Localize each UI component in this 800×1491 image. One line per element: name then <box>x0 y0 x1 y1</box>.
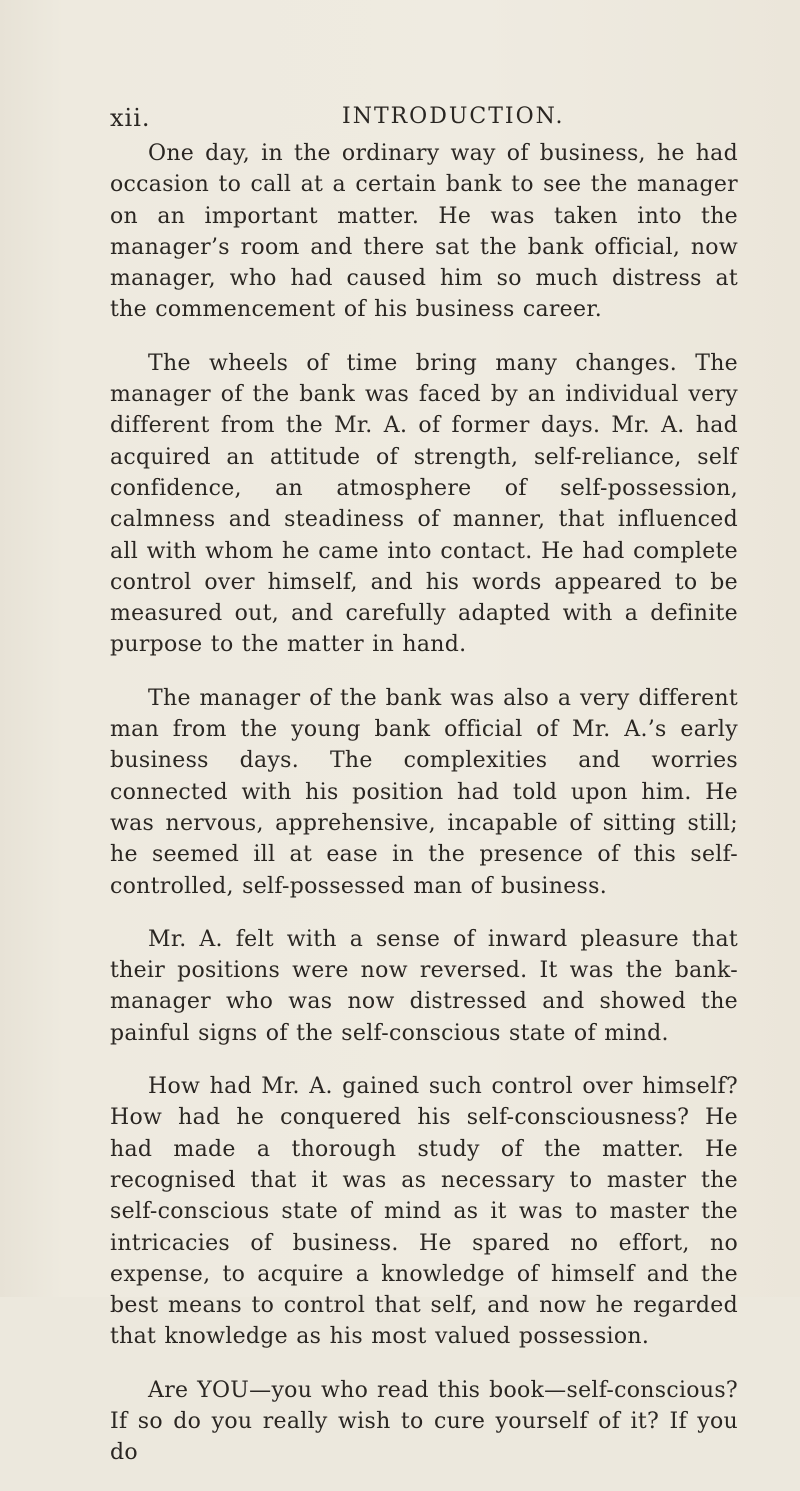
paragraph-4: Mr. A. felt with a sense of inward pleasure that their positions were now reversed. It was the bank-manager who was now distressed and showed the painful signs of the self-conscious state of mind. <box>110 926 738 1046</box>
paragraph-6: Are YOU—you who read this book—self-conscious? If so do you really wish to cure yourself of it? If you do <box>110 1377 738 1466</box>
body-text <box>110 138 738 1491</box>
paragraph-1: One day, in the ordinary way of business, he had occasion to call at a certain bank to see the manager on an important matter. He was taken into the manager’s room and there sat the bank official, now manager, who had caused him so much distress at the commencement of his business career. <box>110 141 738 323</box>
paragraph-3: The manager of the bank was also a very different man from the young bank official of Mr. A.’s early business days. The complexities and worries connected with his position had told upon him. He was nervous, apprehensive, incapable of sitting still; he seemed ill at ease in the presence of this self-controlled, self-possessed man of business. <box>110 685 738 899</box>
paragraph-5: How had Mr. A. gained such control over himself? How had he conquered his self-consciousness? He had made a thorough study of the matter. He recognised that it was as necessary to master the self-conscious state of mind as it was to master the intricacies of business. He spared no effort, no expense, to acquire a knowledge of himself and the best means to control that self, and now he regarded that knowledge as his most valued possession. <box>110 1074 738 1350</box>
paragraph-2: The wheels of time bring many changes. The manager of the bank was faced by an individual very different from the Mr. A. of former days. Mr. A. had acquired an attitude of strength, self-reliance, self confidence, an atmosphere of self-possession, calmness and steadiness of manner, that influenced all with whom he came into contact. He had complete control over himself, and his words appeared to be measured out, and carefully adapted with a definite purpose to the matter in hand. <box>110 350 738 658</box>
chapter-title: INTRODUCTION. <box>342 104 565 129</box>
page-number: xii. <box>110 104 151 132</box>
running-head <box>110 104 738 134</box>
